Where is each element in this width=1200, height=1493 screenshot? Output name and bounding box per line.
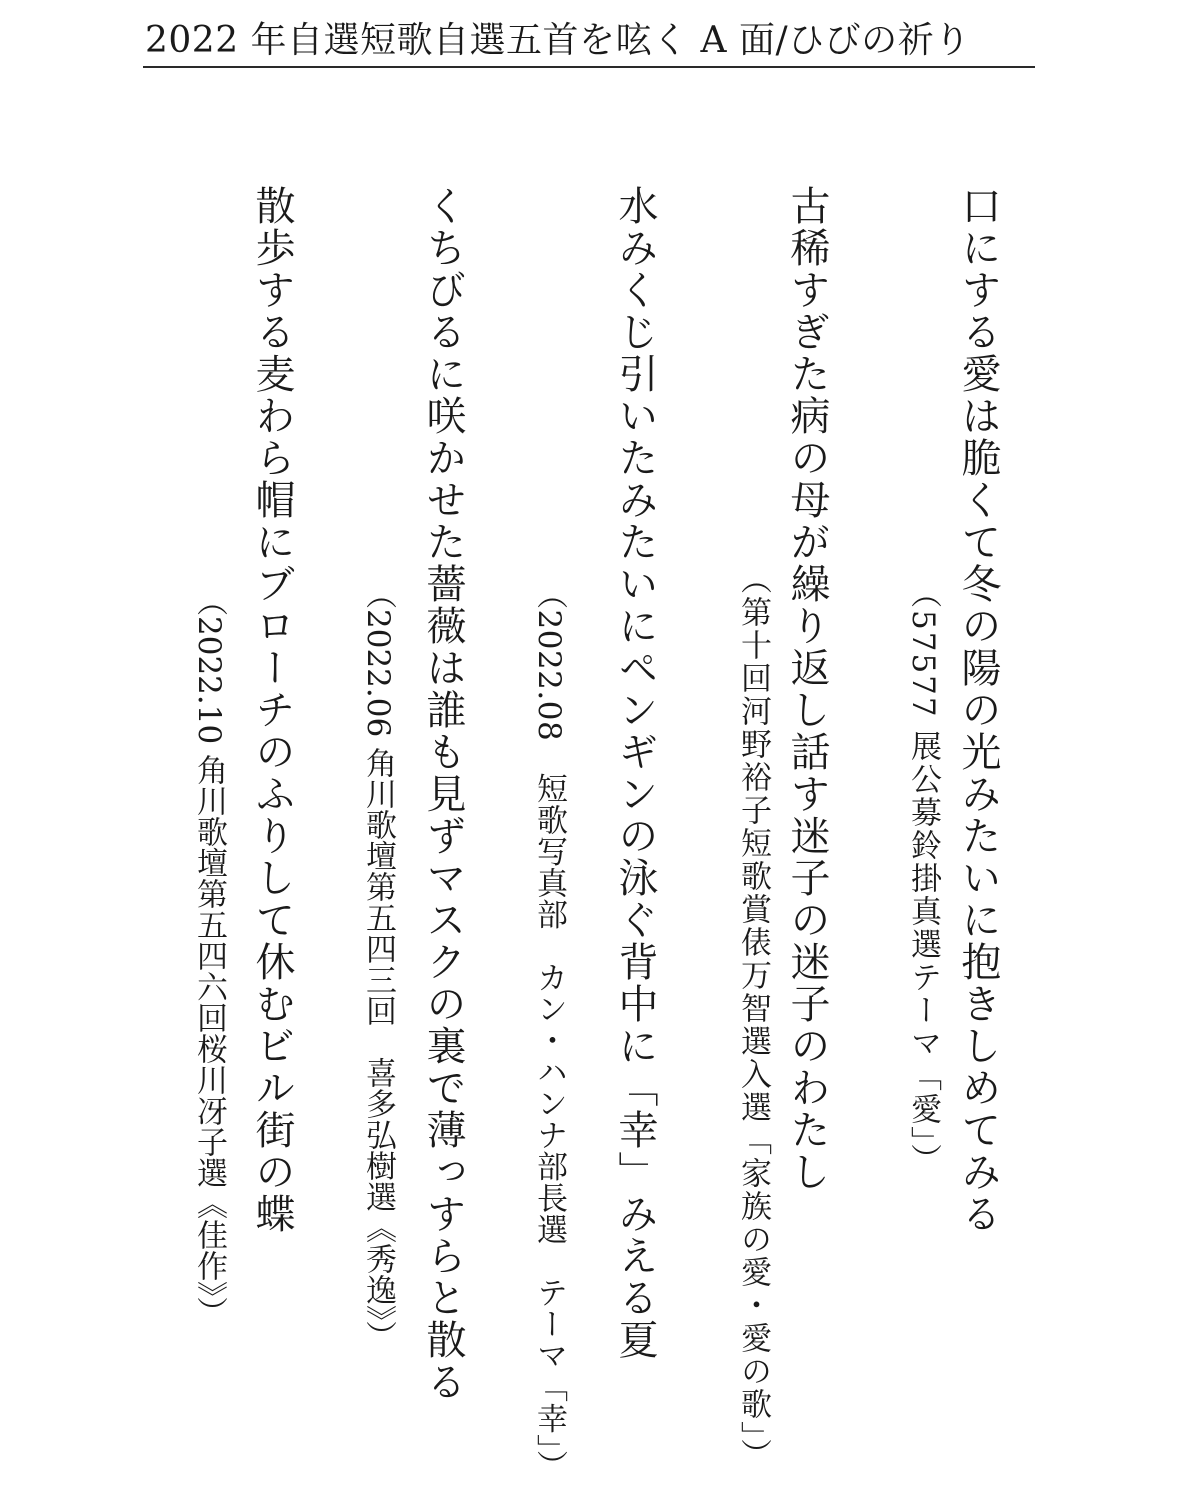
poem-note: （2022.08 短歌写真部 カン・ハンナ部長選 テーマ「幸」）	[531, 578, 567, 1482]
poem-note: （第十回河野裕子短歌賞俵万智選入選「家族の愛・愛の歌」）	[735, 563, 771, 1472]
poem-verse: 水みくじ引いたみたいにペンギンの泳ぐ背中に「幸」みえる夏	[612, 185, 658, 1361]
page-title: 2022 年自選短歌自選五首を呟く A 面/ひびの祈り	[145, 20, 971, 61]
poem-verse: くちびるに咲かせた薔薇は誰も見ずマスクの裏で薄っすらと散る	[420, 185, 466, 1403]
poem-verse: 口にする愛は脆くて冬の陽の光みたいに抱きしめてみる	[955, 185, 1001, 1235]
poem-note: （2022.06 角川歌壇第五四三回 喜多弘樹選《秀逸》）	[360, 578, 396, 1352]
poem-note: （2022.10 角川歌壇第五四六回桜川冴子選《佳作》）	[191, 585, 227, 1328]
poem-note: （57577 展公募鈴掛真選テーマ「愛」）	[905, 577, 941, 1177]
poem-verse: 古稀すぎた病の母が繰り返し話す迷子の迷子のわたし	[784, 185, 830, 1193]
poem-verse: 散歩する麦わら帽にブローチのふりして休むビル街の蝶	[249, 185, 295, 1235]
